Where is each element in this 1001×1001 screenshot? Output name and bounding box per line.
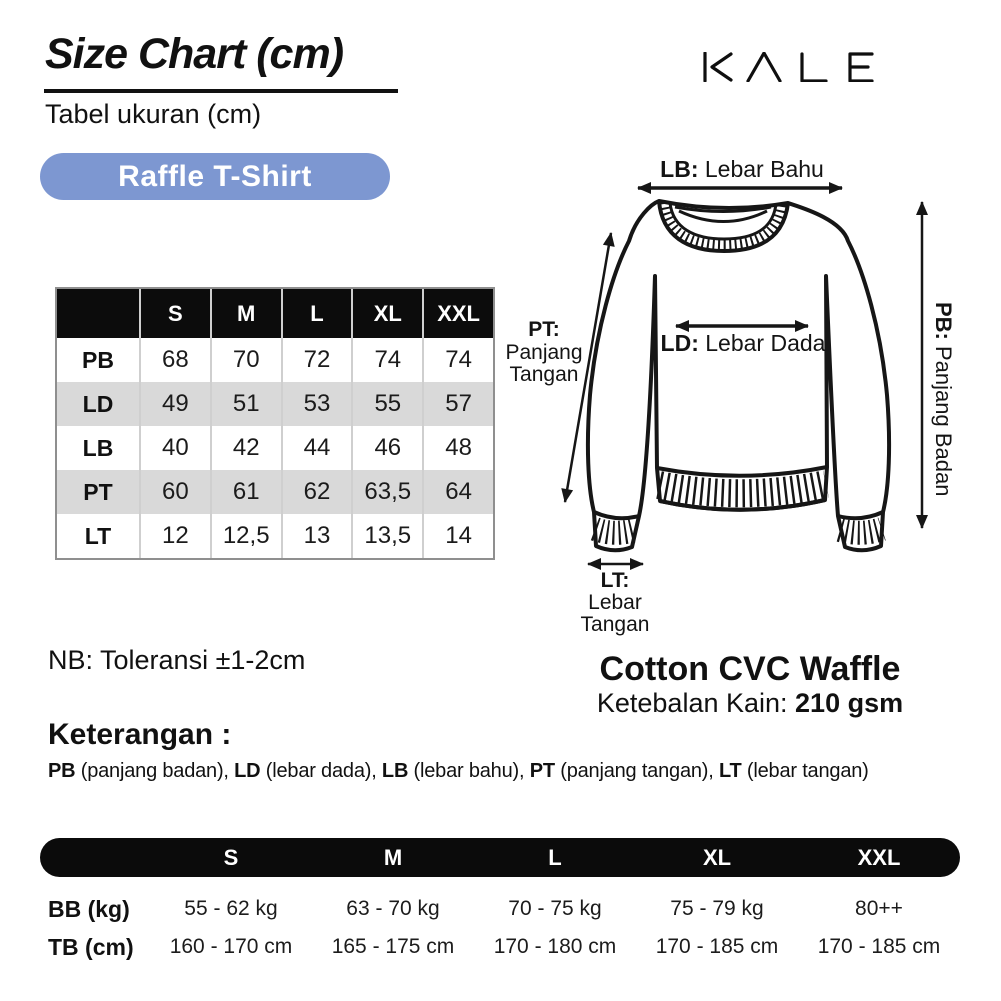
row-label: PT <box>57 470 139 514</box>
fit-cell: 80++ <box>855 897 903 920</box>
fit-cell: 160 - 170 cm <box>169 935 293 958</box>
cell: 42 <box>210 426 281 470</box>
cell: 48 <box>422 426 493 470</box>
cell: 49 <box>139 382 210 426</box>
cell: 14 <box>422 514 493 558</box>
page-subtitle: Tabel ukuran (cm) <box>45 99 262 129</box>
kale-logo <box>702 52 888 82</box>
lb-label: LB: Lebar Bahu <box>660 156 824 182</box>
size-table-corner <box>57 289 139 338</box>
sweater-diagram <box>505 150 995 645</box>
size-col-header: M <box>210 289 281 338</box>
cell: 62 <box>281 470 352 514</box>
cell: 72 <box>281 338 352 382</box>
fit-cell: 70 - 75 kg <box>508 897 602 920</box>
fit-col-header: S <box>223 844 239 870</box>
material-info <box>505 650 995 719</box>
fit-cell: 55 - 62 kg <box>184 897 278 920</box>
lt-label: LT: Lebar Tangan <box>580 569 650 636</box>
fit-cell: 170 - 185 cm <box>817 935 941 958</box>
cell: 12 <box>139 514 210 558</box>
cell: 55 <box>351 382 422 426</box>
cell: 57 <box>422 382 493 426</box>
fit-cell: 170 - 180 cm <box>493 935 617 958</box>
cell: 12,5 <box>210 514 281 558</box>
size-table <box>55 287 495 560</box>
product-badge <box>40 153 390 200</box>
fit-col-header: M <box>383 844 403 870</box>
size-col-header: XL <box>351 289 422 338</box>
cell: 64 <box>422 470 493 514</box>
size-col-header: L <box>281 289 352 338</box>
cell: 53 <box>281 382 352 426</box>
fit-col-header: XXL <box>857 844 901 870</box>
row-label: LT <box>84 522 112 549</box>
material-name: Cotton CVC Waffle <box>599 650 901 688</box>
row-label: PB <box>82 346 114 373</box>
pb-label: PB: Panjang Badan <box>931 302 956 497</box>
size-col-header: XXL <box>422 289 493 338</box>
fit-col-header: XL <box>702 844 732 870</box>
cell: 44 <box>281 426 352 470</box>
cell: 68 <box>139 338 210 382</box>
cell: 60 <box>139 470 210 514</box>
legend-title: Keterangan : <box>48 718 232 751</box>
product-badge-label: Raffle T-Shirt <box>118 159 312 193</box>
row-label: LB <box>82 434 114 461</box>
cell: 13 <box>281 514 352 558</box>
fit-col-header: L <box>548 844 562 870</box>
cell: 63,5 <box>351 470 422 514</box>
cell: 51 <box>210 382 281 426</box>
legend-line: PB (panjang badan), LD (lebar dada), LB (lebar bahu), PT (panjang tangan), LT (lebar tangan) <box>48 760 869 782</box>
tolerance-note: NB: Toleransi ±1-2cm <box>48 645 306 675</box>
ld-label: LD: Lebar Dada <box>660 330 826 356</box>
fit-table-header <box>40 838 960 877</box>
cell: 61 <box>210 470 281 514</box>
fit-table-body <box>40 892 960 964</box>
pt-label: PT: Panjang Tangan <box>505 318 583 386</box>
cell: 74 <box>351 338 422 382</box>
cell: 70 <box>210 338 281 382</box>
kale-logo-strokes <box>705 53 872 81</box>
cell: 74 <box>422 338 493 382</box>
fit-cell: 63 - 70 kg <box>346 897 440 920</box>
fit-row-label: BB (kg) <box>48 895 130 922</box>
fit-cell: 75 - 79 kg <box>670 897 764 920</box>
row-label: LD <box>57 382 139 426</box>
fit-cell: 165 - 175 cm <box>331 935 455 958</box>
page-title: Size Chart (cm) <box>45 30 344 78</box>
cell: 46 <box>351 426 422 470</box>
sweater-outline <box>588 201 889 550</box>
fit-row-label: TB (cm) <box>48 933 134 960</box>
cell: 13,5 <box>351 514 422 558</box>
title-underline <box>44 89 398 93</box>
size-col-header: S <box>139 289 210 338</box>
fabric-weight: Ketebalan Kain: 210 gsm <box>596 688 904 718</box>
fit-cell: 170 - 185 cm <box>655 935 779 958</box>
cell: 40 <box>139 426 210 470</box>
